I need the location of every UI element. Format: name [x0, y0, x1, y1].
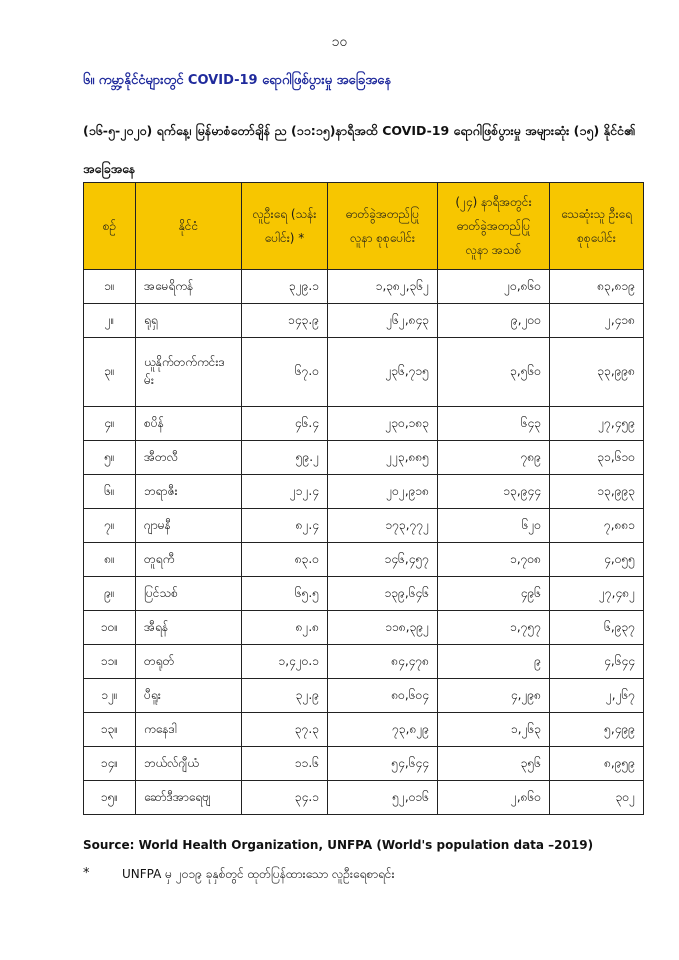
cell-total-deaths: ၈,၉၅၉ — [550, 747, 644, 781]
covid-cases-table — [83, 182, 644, 815]
cell-rank: ၁၄။ — [84, 747, 136, 781]
header-rank: စဉ် — [84, 183, 136, 270]
cell-new-24h: ၆၂၀ — [438, 509, 550, 543]
cell-population: ၈၂.၈ — [242, 611, 328, 645]
cell-total-deaths: ၁၃,၉၉၃ — [550, 475, 644, 509]
cell-total-deaths: ၂၇,၄၈၂ — [550, 577, 644, 611]
cell-population: ၈၂.၄ — [242, 509, 328, 543]
cell-rank: ၆။ — [84, 475, 136, 509]
cell-total-confirmed: ၁၇၃,၇၇၂ — [328, 509, 438, 543]
header-country: နိုင်ငံ — [136, 183, 242, 270]
cell-new-24h: ၂,၈၆၀ — [438, 781, 550, 815]
table-row — [84, 645, 644, 679]
table-row — [84, 509, 644, 543]
cell-total-deaths: ၆,၉၃၇ — [550, 611, 644, 645]
table-row — [84, 338, 644, 407]
cell-new-24h: ၃၅၆ — [438, 747, 550, 781]
cell-total-confirmed: ၁၄၆,၄၅၇ — [328, 543, 438, 577]
cell-country: တူရကီ — [136, 543, 242, 577]
cell-country: ရုရှ — [136, 304, 242, 338]
table-row — [84, 304, 644, 338]
cell-total-deaths: ၂,၂၆၇ — [550, 679, 644, 713]
cell-population: ၃၂၉.၁ — [242, 270, 328, 304]
table-row — [84, 475, 644, 509]
header-total-deaths: သေဆုံးသူ ဦးရေ စုစုပေါင်း — [550, 183, 644, 270]
table-row — [84, 713, 644, 747]
cell-total-confirmed: ၇၃,၈၂၉ — [328, 713, 438, 747]
cell-rank: ၃။ — [84, 338, 136, 407]
cell-total-confirmed: ၈၀,၆၀၄ — [328, 679, 438, 713]
cell-country: တရုတ် — [136, 645, 242, 679]
table-row — [84, 543, 644, 577]
cell-total-deaths: ၇,၈၈၁ — [550, 509, 644, 543]
table-row — [84, 747, 644, 781]
cell-total-deaths: ၈၃,၈၁၉ — [550, 270, 644, 304]
cell-country: ဘယ်လ်ဂျီယံ — [136, 747, 242, 781]
footnote-marker: * — [83, 866, 90, 881]
cell-total-confirmed: ၅၄,၆၄၄ — [328, 747, 438, 781]
cell-new-24h: ၁,၇၅၇ — [438, 611, 550, 645]
cell-population: ၁၄၃.၉ — [242, 304, 328, 338]
cell-rank: ၈။ — [84, 543, 136, 577]
table-row — [84, 270, 644, 304]
cell-population: ၄၆.၄ — [242, 407, 328, 441]
cell-new-24h: ၇၈၉ — [438, 441, 550, 475]
cell-total-confirmed: ၂၃၀,၁၈၃ — [328, 407, 438, 441]
cell-rank: ၁၁။ — [84, 645, 136, 679]
cell-population: ၆၅.၅ — [242, 577, 328, 611]
cell-total-confirmed: ၂၂၃,၈၈၅ — [328, 441, 438, 475]
cell-total-deaths: ၃၁,၆၁၀ — [550, 441, 644, 475]
cell-country: ဂျာမနီ — [136, 509, 242, 543]
cell-total-deaths: ၂,၄၁၈ — [550, 304, 644, 338]
cell-total-confirmed: ၂၆၂,၈၄၃ — [328, 304, 438, 338]
cell-new-24h: ၄,၂၉၈ — [438, 679, 550, 713]
cell-total-deaths: ၃၀၂ — [550, 781, 644, 815]
cell-new-24h: ၁၃,၉၄၄ — [438, 475, 550, 509]
cell-rank: ၁၀။ — [84, 611, 136, 645]
cell-rank: ၁၃။ — [84, 713, 136, 747]
cell-country: ကနေဒါ — [136, 713, 242, 747]
header-new-24h: (၂၄) နာရီအတွင်း ဓာတ်ခွဲအတည်ပြု လူနာ အသစ် — [438, 183, 550, 270]
cell-new-24h: ၁,၂၆၃ — [438, 713, 550, 747]
header-total-confirmed: ဓာတ်ခွဲအတည်ပြု လူနာ စုစုပေါင်း — [328, 183, 438, 270]
cell-country: ပြင်သစ် — [136, 577, 242, 611]
cell-total-confirmed: ၂၃၆,၇၁၅ — [328, 338, 438, 407]
table-row — [84, 679, 644, 713]
cell-new-24h: ၁,၇၀၈ — [438, 543, 550, 577]
cell-country: စပိန် — [136, 407, 242, 441]
table-row — [84, 611, 644, 645]
cell-rank: ၂။ — [84, 304, 136, 338]
cell-total-confirmed: ၅၂,၀၁၆ — [328, 781, 438, 815]
section-heading: ၆။ ကမ္ဘာ့နိုင်ငံများတွင် COVID-19 ရောဂါဖြစ်ပွားမှု အခြေအနေ — [83, 73, 392, 88]
footnote-text: UNFPA မှ ၂၀၁၉ ခုနှစ်တွင် ထုတ်ပြန်ထားသော လူဦးရေစာရင်း — [122, 867, 395, 881]
cell-total-confirmed: ၈၄,၄၇၈ — [328, 645, 438, 679]
table-body — [84, 270, 644, 815]
cell-country: ယူနိုက်တက်ကင်းဒမ်း — [136, 338, 242, 407]
table-header-row — [84, 183, 644, 270]
cell-country: အမေရိကန် — [136, 270, 242, 304]
cell-country: ဆော်ဒီအာရေဗျ — [136, 781, 242, 815]
cell-population: ၅၉.၂ — [242, 441, 328, 475]
cell-population: ၆၇.၀ — [242, 338, 328, 407]
cell-new-24h: ၉ — [438, 645, 550, 679]
cell-total-confirmed: ၁၁၈,၃၉၂ — [328, 611, 438, 645]
header-population: လူဦးရေ (သန်းပေါင်း) * — [242, 183, 328, 270]
cell-country: ပီရူး — [136, 679, 242, 713]
cell-rank: ၅။ — [84, 441, 136, 475]
cell-population: ၈၃.၀ — [242, 543, 328, 577]
cell-new-24h: ၆၄၃ — [438, 407, 550, 441]
cell-total-confirmed: ၁,၃၈၂,၃၆၂ — [328, 270, 438, 304]
cell-country: အီရန် — [136, 611, 242, 645]
cell-population: ၃၄.၁ — [242, 781, 328, 815]
cell-rank: ၇။ — [84, 509, 136, 543]
cell-new-24h: ၄၉၆ — [438, 577, 550, 611]
cell-population: ၁,၄၂၀.၁ — [242, 645, 328, 679]
table-row — [84, 441, 644, 475]
cell-rank: ၁၅။ — [84, 781, 136, 815]
cell-total-deaths: ၄,၆၄၄ — [550, 645, 644, 679]
cell-total-deaths: ၅,၄၉၉ — [550, 713, 644, 747]
cell-rank: ၉။ — [84, 577, 136, 611]
cell-country: အီတလီ — [136, 441, 242, 475]
source-citation: Source: World Health Organization, UNFPA (World's population data –2019) — [83, 838, 594, 852]
cell-new-24h: ၂၀,၈၆၀ — [438, 270, 550, 304]
cell-total-confirmed: ၂၀၂,၉၁၈ — [328, 475, 438, 509]
cell-population: ၃၂.၉ — [242, 679, 328, 713]
cell-rank: ၁။ — [84, 270, 136, 304]
table-row — [84, 781, 644, 815]
cell-new-24h: ၉,၂၀၀ — [438, 304, 550, 338]
cell-population: ၂၁၂.၄ — [242, 475, 328, 509]
table-row — [84, 577, 644, 611]
cell-new-24h: ၃,၅၆၀ — [438, 338, 550, 407]
table-row — [84, 407, 644, 441]
cell-population: ၁၁.၆ — [242, 747, 328, 781]
cell-total-deaths: ၃၃,၉၉၈ — [550, 338, 644, 407]
cell-rank: ၄။ — [84, 407, 136, 441]
cell-total-deaths: ၂၇,၄၅၉ — [550, 407, 644, 441]
page-number: ၁၀ — [331, 34, 348, 50]
cell-country: ဘရာဇီး — [136, 475, 242, 509]
table-subtitle: (၁၆-၅-၂၀၂၀) ရက်နေ့၊ မြန်မာစံတော်ချိန် ည (၁၁:၁၅)နာရီအထိ COVID-19 ရောဂါဖြစ်ပွားမှု အများဆုံး (၁၅) နိုင်ငံ၏ အခြေအနေ — [83, 123, 635, 176]
cell-population: ၃၇.၃ — [242, 713, 328, 747]
cell-total-deaths: ၄,၀၅၅ — [550, 543, 644, 577]
cell-rank: ၁၂။ — [84, 679, 136, 713]
cell-total-confirmed: ၁၃၉,၆၄၆ — [328, 577, 438, 611]
